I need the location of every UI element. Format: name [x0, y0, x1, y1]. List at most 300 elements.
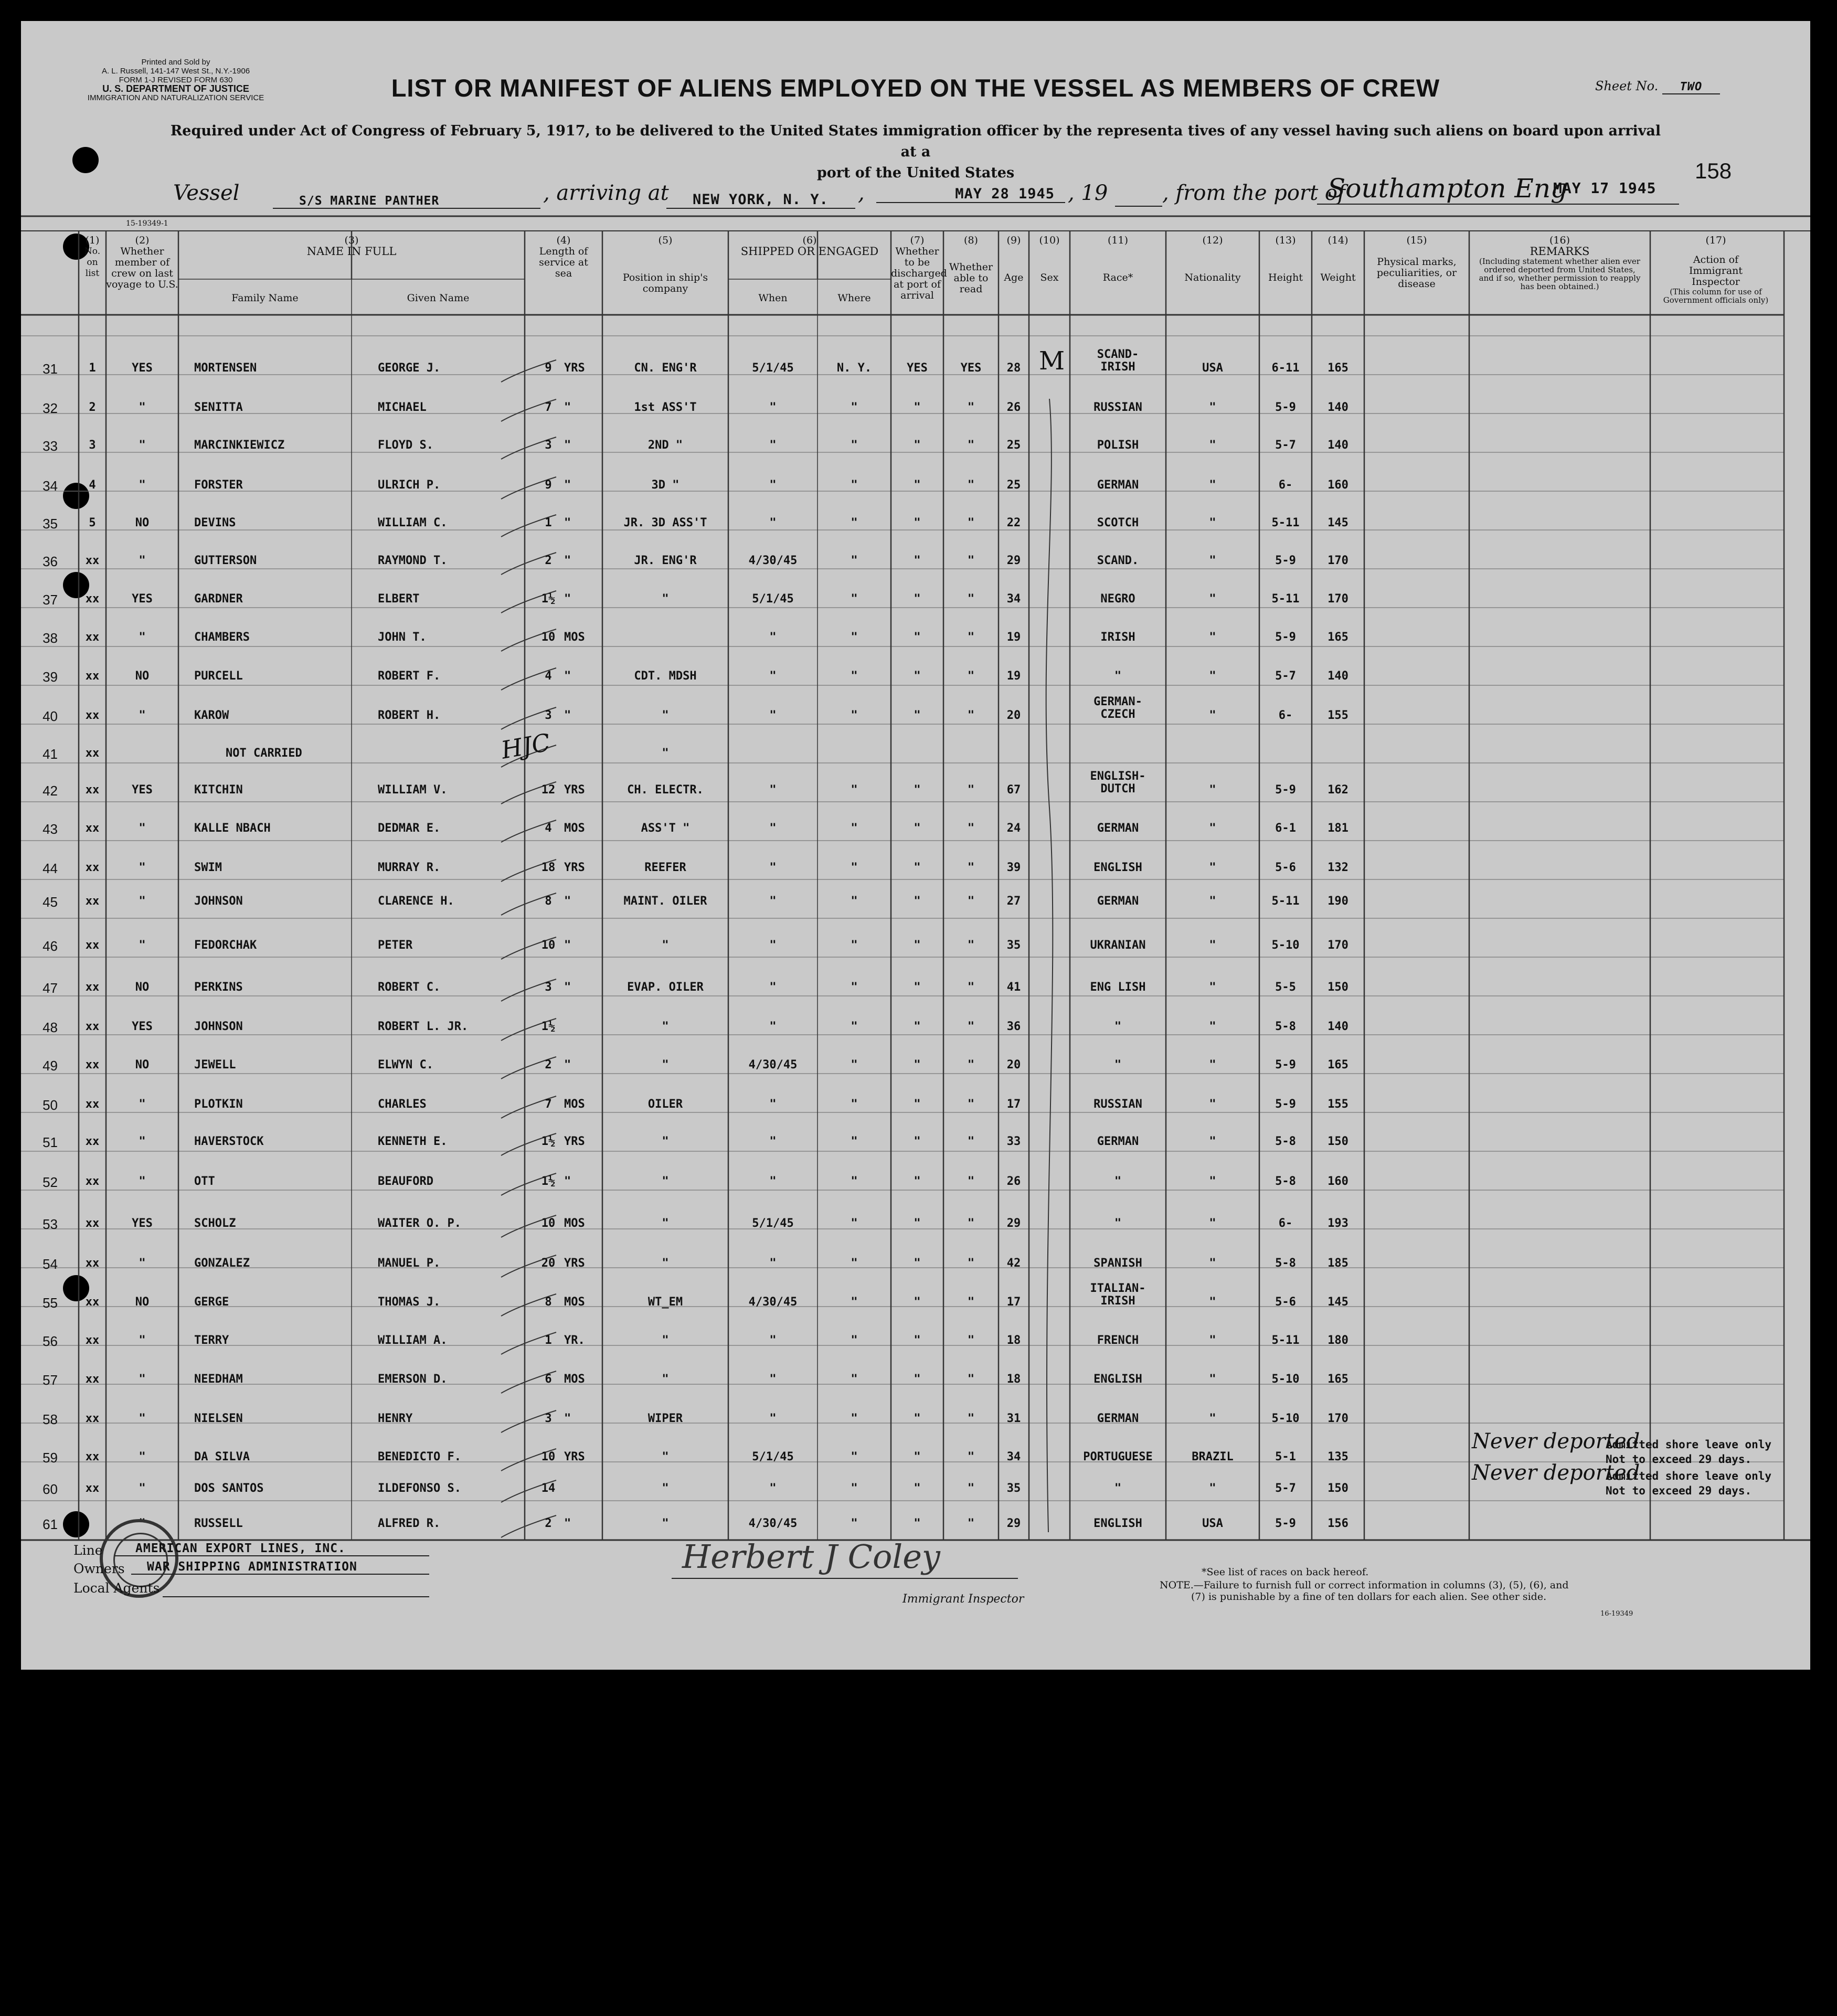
- position: ": [662, 1020, 669, 1033]
- family-name: KALLE NBACH: [194, 822, 271, 835]
- service-unit: ": [564, 1517, 571, 1530]
- discharged: ": [914, 479, 921, 492]
- weight: 145: [1328, 1296, 1348, 1309]
- list-number-mark: 1: [89, 362, 96, 375]
- weight: 140: [1328, 1020, 1348, 1033]
- list-number-mark: 2: [89, 401, 96, 414]
- list-number-mark: 3: [89, 439, 96, 452]
- family-name: OTT: [194, 1175, 215, 1188]
- note-code: 16-19349: [1600, 1610, 1633, 1618]
- service-unit: MOS: [564, 1217, 585, 1230]
- discharged: ": [914, 783, 921, 797]
- given-name: THOMAS J.: [378, 1296, 441, 1309]
- shipped-where: ": [851, 861, 858, 874]
- line-value: AMERICAN EXPORT LINES, INC.: [114, 1542, 429, 1556]
- given-name: CHARLES: [378, 1098, 427, 1111]
- height: 5-6: [1275, 861, 1296, 874]
- able-to-read: ": [967, 516, 975, 529]
- col-10-header: (10) Sex: [1039, 235, 1060, 283]
- nationality: ": [1209, 401, 1216, 414]
- row-number: 55: [43, 1295, 58, 1311]
- shipped-when: 5/1/45: [752, 1450, 794, 1463]
- weight: 155: [1328, 1098, 1348, 1111]
- age: 28: [1006, 362, 1021, 375]
- race: ": [1114, 670, 1122, 683]
- family-name: SENITTA: [194, 401, 243, 414]
- shipped-when: 4/30/45: [748, 1517, 798, 1530]
- weight: 140: [1328, 439, 1348, 452]
- from-port-handwriting: Southampton Eng: [1328, 173, 1568, 204]
- shipped-when: ": [769, 1257, 777, 1270]
- nationality: ": [1209, 1135, 1216, 1148]
- race: POLISH: [1097, 439, 1139, 452]
- position: ": [662, 709, 669, 722]
- position: ": [662, 1334, 669, 1347]
- discharged: ": [914, 1135, 921, 1148]
- race: GERMAN- CZECH: [1093, 695, 1142, 721]
- shipped-when: ": [769, 709, 777, 722]
- age: 29: [1006, 1517, 1021, 1530]
- given-name: MANUEL P.: [378, 1257, 441, 1270]
- age: 19: [1006, 670, 1021, 683]
- height: 6-: [1278, 709, 1293, 722]
- able-to-read: ": [967, 783, 975, 797]
- race: SCAND- IRISH: [1097, 348, 1139, 374]
- crew-last-voyage: ": [139, 479, 146, 492]
- discharged: ": [914, 1020, 921, 1033]
- family-name: RUSSELL: [194, 1517, 243, 1530]
- able-to-read: ": [967, 861, 975, 874]
- crew-last-voyage: ": [139, 554, 146, 567]
- crew-last-voyage: ": [139, 401, 146, 414]
- shipped-where: ": [851, 1217, 858, 1230]
- arriving-label: , arriving at: [543, 181, 669, 205]
- race: RUSSIAN: [1093, 1098, 1142, 1111]
- given-name: ALFRED R.: [378, 1517, 441, 1530]
- list-number-mark: xx: [85, 1450, 100, 1463]
- race: GERMAN: [1097, 1135, 1139, 1148]
- service-unit: ": [564, 592, 571, 606]
- able-to-read: ": [967, 1412, 975, 1425]
- weight: 185: [1328, 1257, 1348, 1270]
- act-line: Required under Act of Congress of February 5, 1917, to be delivered to the United States immigration officer by the representa tives of any vessel having such aliens on board upon arrival at a: [170, 123, 1661, 160]
- able-to-read: ": [967, 939, 975, 952]
- able-to-read: ": [967, 1217, 975, 1230]
- crew-last-voyage: ": [139, 1334, 146, 1347]
- given-name: ULRICH P.: [378, 479, 441, 492]
- row-number: 44: [43, 861, 58, 876]
- weight: 165: [1328, 1373, 1348, 1386]
- service-length: 6: [545, 1373, 552, 1386]
- service-length: 20: [541, 1257, 556, 1270]
- height: 5-1: [1275, 1450, 1296, 1463]
- height: 5-8: [1275, 1257, 1296, 1270]
- position: CDT. MDSH: [634, 670, 697, 683]
- nationality: USA: [1202, 1517, 1223, 1530]
- age: 34: [1006, 1450, 1021, 1463]
- row-number: 57: [43, 1372, 58, 1388]
- list-number-mark: xx: [85, 1175, 100, 1188]
- row-number: 34: [43, 478, 58, 494]
- col-6-header: (6) SHIPPED OR ENGAGED: [740, 235, 879, 258]
- nationality: ": [1209, 554, 1216, 567]
- service-unit: ": [564, 670, 571, 683]
- manifest-sheet: Printed and Sold by A. L. Russell, 141-147 West St., N.Y.-1906 FORM 1-J REVISED FORM 630 U. S. DEPARTMENT OF JUSTICE IMMIGRATION AND NATURALIZATION SERVICE LIST OR MANIFEST OF ALIENS EMPLOYED ON THE VESSEL AS MEMBERS OF CREW Sheet No. TWO Required under Act of Congress of February 5, 1917, to be delivered to the United States immigration officer by the representa tives of any vessel having such aliens on board upon arrival at a port of the United States 158 Vessel S/S MARINE PANTHER , arriving at NEW YORK, N. Y. , MAY 28 1945 , 19 , from the port of Southampton Eng MAY 17 1945 15-19349-1 (1) No. on list (2) Whether member of crew on last voyage to U.S. (3) NAME IN FULL Family Name Given Name (4) Length of service at sea (5) Position in ship's company (6) SHIPPED OR ENGAGED When Where (7) Whether to be discharged at port of arrival (8) Whether able to read (9) Age (10) Sex (11) Race* (12) Nationality (13) Height (14) Weight (15) Physical marks, peculiarities, or disease (16) REMARKS (Including statement whether alien ever ordered deported from United States, and if so, whether permission to reapply has been obtained.) (17) Action of Immigrant Inspector (This column for use of Government officials only) 31 1 YES MORTENSEN GEORGE J. 9 YRS CN. ENG'R 5/1/45 N. Y. YES YES 28 SCAND- IRISH USA 6-11 165 32 2 " SENITTA MICHAEL 7 " 1st ASS'T " " " " 26 RUSSIAN " 5-9 140 33 3 " MARCINKIEWICZ FLOYD S. 3 " 2ND " " " " " 25 POLISH " 5-7 140 34 4 " FORSTER ULRICH P. 9 " 3D " " " " " 25 GERMAN " 6- 160 35 5 NO DEVINS WILLIAM C. 1 " JR. 3D ASS'T " " " " 22 SCOTCH " 5-11 145 36 xx " GUTTERSON RAYMOND T. 2 " JR. ENG'R 4/30/45 " " " 29 SCAND. " 5-9 170 37 xx YES GARDNER ELBERT 1½ " " 5/1/45 " " " 34 NEGRO " 5-11 170 38 xx " CHAMBERS JOHN T. 10 MOS " " " " 19 IRISH " 5-9 165 39 xx NO PURCELL ROBERT F. 4 " CDT. MDSH " " " " 19 " " 5-7 140 40 xx " KAROW ROBERT H. 3 " " " " " " 20 GERMAN- CZECH " 6- 155 41 xx NOT CARRIED " 42 xx YES KITCHIN WILLIAM V. 12 YRS CH. ELECTR. " " " " 67 ENGLISH- DUTCH " 5-9 162 43 xx " KALLE NBACH DEDMAR E. 4 MOS ASS'T " " " " " 24 GERMAN " 6-1 181 44 xx " SWIM MURRAY R. 18 YRS REEFER " " " " 39 ENGLISH " 5-6 132 45 xx " JOHNSON CLARENCE H. 8 " MAINT. OILER " " " " 27 GERMAN " 5-11 190 46 xx " FEDORCHAK PETER 10 " " " " " " 35 UKRANIAN " 5-10 170 47 xx NO PERKINS ROBERT C. 3 " EVAP. OILER " " " " 41 ENG LISH " 5-5 150 48 xx YES JOHNSON ROBERT L. JR. 1½ " " " " " 36 " " 5-8 140 49 xx NO JEWELL ELWYN C. 2 " " 4/30/45 " " " 20 " " 5-9 165 50 xx " PLOTKIN CHARLES 7 MOS OILER " " " " 17 RUSSIAN " 5-9 155 51 xx " HAVERSTOCK KENNETH E. 1½ YRS " " " " " 33 GERMAN " 5-8 150 52 xx " OTT BEAUFORD 1½ " " " " " " 26 " " 5-8 160 53 xx YES SCHOLZ WAITER O. P. 10 MOS " 5/1/45 " " " 29 " " 6- 193 54 xx " GONZALEZ MANUEL P. 20 YRS " " " " " 42 SPANISH " 5-8 185 55 xx NO GERGE THOMAS J. 8 MOS WT_EM 4/30/45 " " " 17 ITALIAN- IRISH " 5-6 145 56 xx " TERRY WILLIAM A. 1 YR. " " " " " 18 FRENCH " 5-11 180 57 xx " NEEDHAM EMERSON D. 6 MOS " " " " " 18 ENGLISH " 5-10 165 58 xx " NIELSEN HENRY 3 " WIPER " " " " 31 GERMAN " 5-10 170 59 xx " DA SILVA BENEDICTO F. 10 YRS " 5/1/45 " " " 34 PORTUGUESE BRAZIL 5-1 135 Never deported Admitted shore leave only Not to exceed 29 days. 60 xx " DOS SANTOS ILDEFONSO S. 14 " " " " " 35 " " 5-7 150 Never deported Admitted shore leave only Not to exceed 29 days. 61 " RUSSELL ALFRED R. 2 " " 4/30/45 " " " 29 ENGLISH USA 5-9 156 M HJC Line AMERICAN EXPORT LINES, INC. Owners WAR SHIPPING ADMINISTRATION Local Agents Herbert J Coley Immigrant Inspector *See list of races on back hereof. NOTE.—Failure to furnish full or correct information in columns (3), (5), (6), and (7) is punishable by a fine of ten dollars for each alien. See other side. 16-19349: [21, 21, 1810, 1670]
- nationality: ": [1209, 783, 1216, 797]
- height: 6-1: [1275, 822, 1296, 835]
- service-length: 10: [541, 631, 556, 644]
- sheet-label: Sheet No.: [1595, 79, 1659, 93]
- discharged: ": [914, 861, 921, 874]
- inspector-label: Immigrant Inspector: [902, 1593, 1024, 1606]
- nationality: ": [1209, 1412, 1216, 1425]
- shipped-where: ": [851, 1020, 858, 1033]
- position: EVAP. OILER: [627, 981, 704, 994]
- shipped-where: ": [851, 1296, 858, 1309]
- list-number-mark: xx: [85, 1135, 100, 1148]
- age: 41: [1006, 981, 1021, 994]
- shipped-when: ": [769, 1412, 777, 1425]
- form-code: 15-19349-1: [126, 219, 168, 228]
- family-name: SWIM: [194, 861, 222, 874]
- given-name-header: Given Name: [407, 292, 470, 304]
- service-unit: ": [564, 479, 571, 492]
- family-name: HAVERSTOCK: [194, 1135, 264, 1148]
- crew-last-voyage: YES: [132, 362, 153, 375]
- race: ENGLISH: [1093, 1517, 1142, 1530]
- note-line: NOTE.—Failure to furnish full or correct information in columns (3), (5), (6), and: [1160, 1579, 1569, 1591]
- shipped-when: 4/30/45: [748, 554, 798, 567]
- position: 1st ASS'T: [634, 401, 697, 414]
- race: ": [1114, 1175, 1122, 1188]
- age: 39: [1006, 861, 1021, 874]
- crew-last-voyage: ": [139, 1175, 146, 1188]
- weight: 181: [1328, 822, 1348, 835]
- able-to-read: ": [967, 1098, 975, 1111]
- race: ENGLISH: [1093, 1373, 1142, 1386]
- service-length: 7: [545, 1098, 552, 1111]
- shipped-when: ": [769, 670, 777, 683]
- row-number: 41: [43, 746, 58, 762]
- service-length: 10: [541, 1450, 556, 1463]
- crew-last-voyage: ": [139, 631, 146, 644]
- service-length: 2: [545, 554, 552, 567]
- printer-line: IMMIGRATION AND NATURALIZATION SERVICE: [87, 93, 264, 102]
- height: 5-9: [1275, 401, 1296, 414]
- weight: 165: [1328, 1058, 1348, 1071]
- crew-last-voyage: ": [139, 1373, 146, 1386]
- service-unit: ": [564, 1058, 571, 1071]
- discharged: ": [914, 1482, 921, 1495]
- weight: 135: [1328, 1450, 1348, 1463]
- row-number: 60: [43, 1481, 58, 1497]
- list-number-mark: xx: [85, 1373, 100, 1386]
- family-name: FEDORCHAK: [194, 939, 257, 952]
- service-length: 9: [545, 479, 552, 492]
- shipped-when: ": [769, 981, 777, 994]
- shipped-where: ": [851, 1517, 858, 1530]
- discharged: ": [914, 822, 921, 835]
- family-name: JOHNSON: [194, 895, 243, 908]
- age: 20: [1006, 1058, 1021, 1071]
- discharged: ": [914, 1175, 921, 1188]
- discharged: ": [914, 1450, 921, 1463]
- family-name: DOS SANTOS: [194, 1482, 264, 1495]
- shipped-where: ": [851, 939, 858, 952]
- note-races: *See list of races on back hereof.: [1202, 1566, 1369, 1578]
- shipped-where: ": [851, 1257, 858, 1270]
- discharged: ": [914, 1257, 921, 1270]
- weight: 160: [1328, 479, 1348, 492]
- shipped-when: 5/1/45: [752, 1217, 794, 1230]
- age: 67: [1006, 783, 1021, 797]
- nationality: ": [1209, 1175, 1216, 1188]
- family-name: SCHOLZ: [194, 1217, 236, 1230]
- height: 6-: [1278, 1217, 1293, 1230]
- shipped-where: ": [851, 1373, 858, 1386]
- list-number-mark: xx: [85, 1217, 100, 1230]
- weight: 170: [1328, 592, 1348, 606]
- age: 18: [1006, 1373, 1021, 1386]
- position: ": [662, 1450, 669, 1463]
- row-number: 51: [43, 1134, 58, 1150]
- service-length: 1½: [541, 592, 556, 606]
- col-2-header: (2) Whether member of crew on last voyage to U.S.: [106, 235, 178, 290]
- service-unit: ": [564, 439, 571, 452]
- able-to-read: ": [967, 1135, 975, 1148]
- service-unit: ": [564, 981, 571, 994]
- given-name: EMERSON D.: [378, 1373, 448, 1386]
- nationality: ": [1209, 516, 1216, 529]
- able-to-read: ": [967, 554, 975, 567]
- position: ": [662, 1373, 669, 1386]
- shipped-where: ": [851, 401, 858, 414]
- list-number-mark: 5: [89, 516, 96, 529]
- family-name: MORTENSEN: [194, 362, 257, 375]
- service-length: 8: [545, 895, 552, 908]
- height: 5-8: [1275, 1175, 1296, 1188]
- printer-line: A. L. Russell, 141-147 West St., N.Y.-1906: [101, 67, 250, 76]
- age: 24: [1006, 822, 1021, 835]
- given-name: JOHN T.: [378, 631, 427, 644]
- list-number-mark: xx: [85, 939, 100, 952]
- row-number: 48: [43, 1020, 58, 1035]
- able-to-read: ": [967, 1517, 975, 1530]
- family-name: PERKINS: [194, 981, 243, 994]
- crew-last-voyage: YES: [132, 1020, 153, 1033]
- age: 31: [1006, 1412, 1021, 1425]
- row-number: 32: [43, 400, 58, 416]
- printer-line: Printed and Sold by: [141, 58, 210, 67]
- row-number: 47: [43, 980, 58, 996]
- height: 6-11: [1271, 362, 1300, 375]
- height: 5-11: [1271, 1334, 1300, 1347]
- family-name: KITCHIN: [194, 783, 243, 797]
- given-name: PETER: [378, 939, 413, 952]
- nationality: ": [1209, 1257, 1216, 1270]
- service-unit: ": [564, 709, 571, 722]
- crew-last-voyage: ": [139, 1450, 146, 1463]
- row-number: 38: [43, 630, 58, 646]
- able-to-read: ": [967, 439, 975, 452]
- crew-last-voyage: NO: [135, 981, 150, 994]
- col-8-header: (8) Whether able to read: [949, 235, 993, 295]
- given-name: ROBERT H.: [378, 709, 441, 722]
- weight: 140: [1328, 670, 1348, 683]
- given-name: ILDEFONSO S.: [378, 1482, 461, 1495]
- shipped-where: ": [851, 554, 858, 567]
- nationality: ": [1209, 895, 1216, 908]
- position: ": [662, 1058, 669, 1071]
- shipped-when: 4/30/45: [748, 1058, 798, 1071]
- service-length: 1½: [541, 1020, 556, 1033]
- family-name: NIELSEN: [194, 1412, 243, 1425]
- shipped-when: ": [769, 822, 777, 835]
- col-15-header: (15) Physical marks, peculiarities, or disease: [1376, 235, 1457, 290]
- height: 5-9: [1275, 1098, 1296, 1111]
- sheet-value: TWO: [1662, 80, 1720, 94]
- discharged: ": [914, 592, 921, 606]
- position: JR. 3D ASS'T: [623, 516, 707, 529]
- able-to-read: ": [967, 1334, 975, 1347]
- nationality: ": [1209, 939, 1216, 952]
- able-to-read: ": [967, 981, 975, 994]
- page-title: LIST OR MANIFEST OF ALIENS EMPLOYED ON THE VESSEL AS MEMBERS OF CREW: [391, 74, 1440, 102]
- service-unit: YRS: [564, 861, 585, 874]
- shipped-where: ": [851, 439, 858, 452]
- service-length: 7: [545, 401, 552, 414]
- position: ": [662, 1257, 669, 1270]
- age: 17: [1006, 1296, 1021, 1309]
- punch-hole: [72, 147, 99, 173]
- nationality: ": [1209, 861, 1216, 874]
- shipped-when: ": [769, 1020, 777, 1033]
- able-to-read: ": [967, 1482, 975, 1495]
- family-name: GONZALEZ: [194, 1257, 250, 1270]
- position: CN. ENG'R: [634, 362, 697, 375]
- given-name: WILLIAM C.: [378, 516, 448, 529]
- family-name: JEWELL: [194, 1058, 236, 1071]
- shipped-where: ": [851, 981, 858, 994]
- row-number: 50: [43, 1097, 58, 1113]
- given-name: KENNETH E.: [378, 1135, 448, 1148]
- col-11-header: (11) Race*: [1102, 235, 1133, 283]
- weight: 155: [1328, 709, 1348, 722]
- nationality: ": [1209, 1020, 1216, 1033]
- row-number: 56: [43, 1333, 58, 1349]
- service-unit: ": [564, 1175, 571, 1188]
- row-number: 43: [43, 821, 58, 837]
- position: ": [662, 592, 669, 606]
- height: 5-7: [1275, 439, 1296, 452]
- service-length: 10: [541, 939, 556, 952]
- shipped-when: 5/1/45: [752, 362, 794, 375]
- service-unit: YRS: [564, 1257, 585, 1270]
- nationality: ": [1209, 670, 1216, 683]
- given-name: MICHAEL: [378, 401, 427, 414]
- list-number-mark: xx: [85, 670, 100, 683]
- service-length: 1½: [541, 1175, 556, 1188]
- family-name: KAROW: [194, 709, 229, 722]
- discharged: YES: [907, 362, 928, 375]
- position: ": [662, 1217, 669, 1230]
- col-13-header: (13) Height: [1268, 235, 1303, 283]
- service-length: 4: [545, 670, 552, 683]
- race: NEGRO: [1100, 592, 1135, 606]
- position: JR. ENG'R: [634, 554, 697, 567]
- able-to-read: ": [967, 895, 975, 908]
- service-unit: YRS: [564, 1450, 585, 1463]
- col-1-header: (1) No. on list: [84, 235, 101, 279]
- race: ENGLISH- DUTCH: [1090, 770, 1146, 795]
- col-5-header: (5) Position in ship's company: [622, 235, 708, 294]
- service-unit: ": [564, 939, 571, 952]
- service-length: 1½: [541, 1135, 556, 1148]
- given-name: ELWYN C.: [378, 1058, 433, 1071]
- row-number: 49: [43, 1058, 58, 1074]
- given-name: BEAUFORD: [378, 1175, 433, 1188]
- remark-handwritten: Never deported: [1472, 1429, 1640, 1453]
- col-12-header: (12) Nationality: [1184, 235, 1241, 283]
- able-to-read: ": [967, 1058, 975, 1071]
- height: 5-8: [1275, 1135, 1296, 1148]
- weight: 162: [1328, 783, 1348, 797]
- row-number: 39: [43, 669, 58, 685]
- col-16-header: (16) REMARKS (Including statement whether alien ever ordered deported from United States, and if so, whether permission to reapply has been obtained.): [1479, 235, 1641, 291]
- discharged: ": [914, 670, 921, 683]
- col-3-header: (3) NAME IN FULL: [306, 235, 397, 258]
- given-name: FLOYD S.: [378, 439, 433, 452]
- height: 5-9: [1275, 783, 1296, 797]
- list-number-mark: xx: [85, 1296, 100, 1309]
- weight: 193: [1328, 1217, 1348, 1230]
- crew-last-voyage: ": [139, 1482, 146, 1495]
- weight: 132: [1328, 861, 1348, 874]
- position: WT_EM: [647, 1296, 683, 1309]
- crew-last-voyage: ": [139, 822, 146, 835]
- family-name-header: Family Name: [231, 292, 299, 304]
- row-number: 42: [43, 783, 58, 799]
- row-number: 54: [43, 1256, 58, 1272]
- service-unit: ": [564, 895, 571, 908]
- list-number-mark: xx: [85, 981, 100, 994]
- service-unit: ": [564, 401, 571, 414]
- shipped-where: ": [851, 895, 858, 908]
- crew-last-voyage: ": [139, 439, 146, 452]
- discharged: ": [914, 554, 921, 567]
- race: IRISH: [1100, 631, 1135, 644]
- arriving-value: NEW YORK, N. Y.: [666, 192, 855, 209]
- row-number: 53: [43, 1216, 58, 1232]
- race: FRENCH: [1097, 1334, 1139, 1347]
- crew-last-voyage: ": [139, 1517, 146, 1530]
- service-unit: MOS: [564, 1098, 585, 1111]
- row-number: 40: [43, 708, 58, 724]
- discharged: ": [914, 939, 921, 952]
- given-name: ROBERT L. JR.: [378, 1020, 469, 1033]
- height: 5-7: [1275, 670, 1296, 683]
- position: MAINT. OILER: [623, 895, 707, 908]
- crew-last-voyage: YES: [132, 592, 153, 606]
- shipped-where: ": [851, 1482, 858, 1495]
- inspector-action: Admitted shore leave only Not to exceed 29 days.: [1606, 1470, 1772, 1497]
- discharged: ": [914, 439, 921, 452]
- initials-handwritten: HJC: [499, 728, 553, 765]
- discharged: ": [914, 895, 921, 908]
- position: 3D ": [651, 479, 679, 492]
- list-number-mark: xx: [85, 1334, 100, 1347]
- shipped-when: ": [769, 1098, 777, 1111]
